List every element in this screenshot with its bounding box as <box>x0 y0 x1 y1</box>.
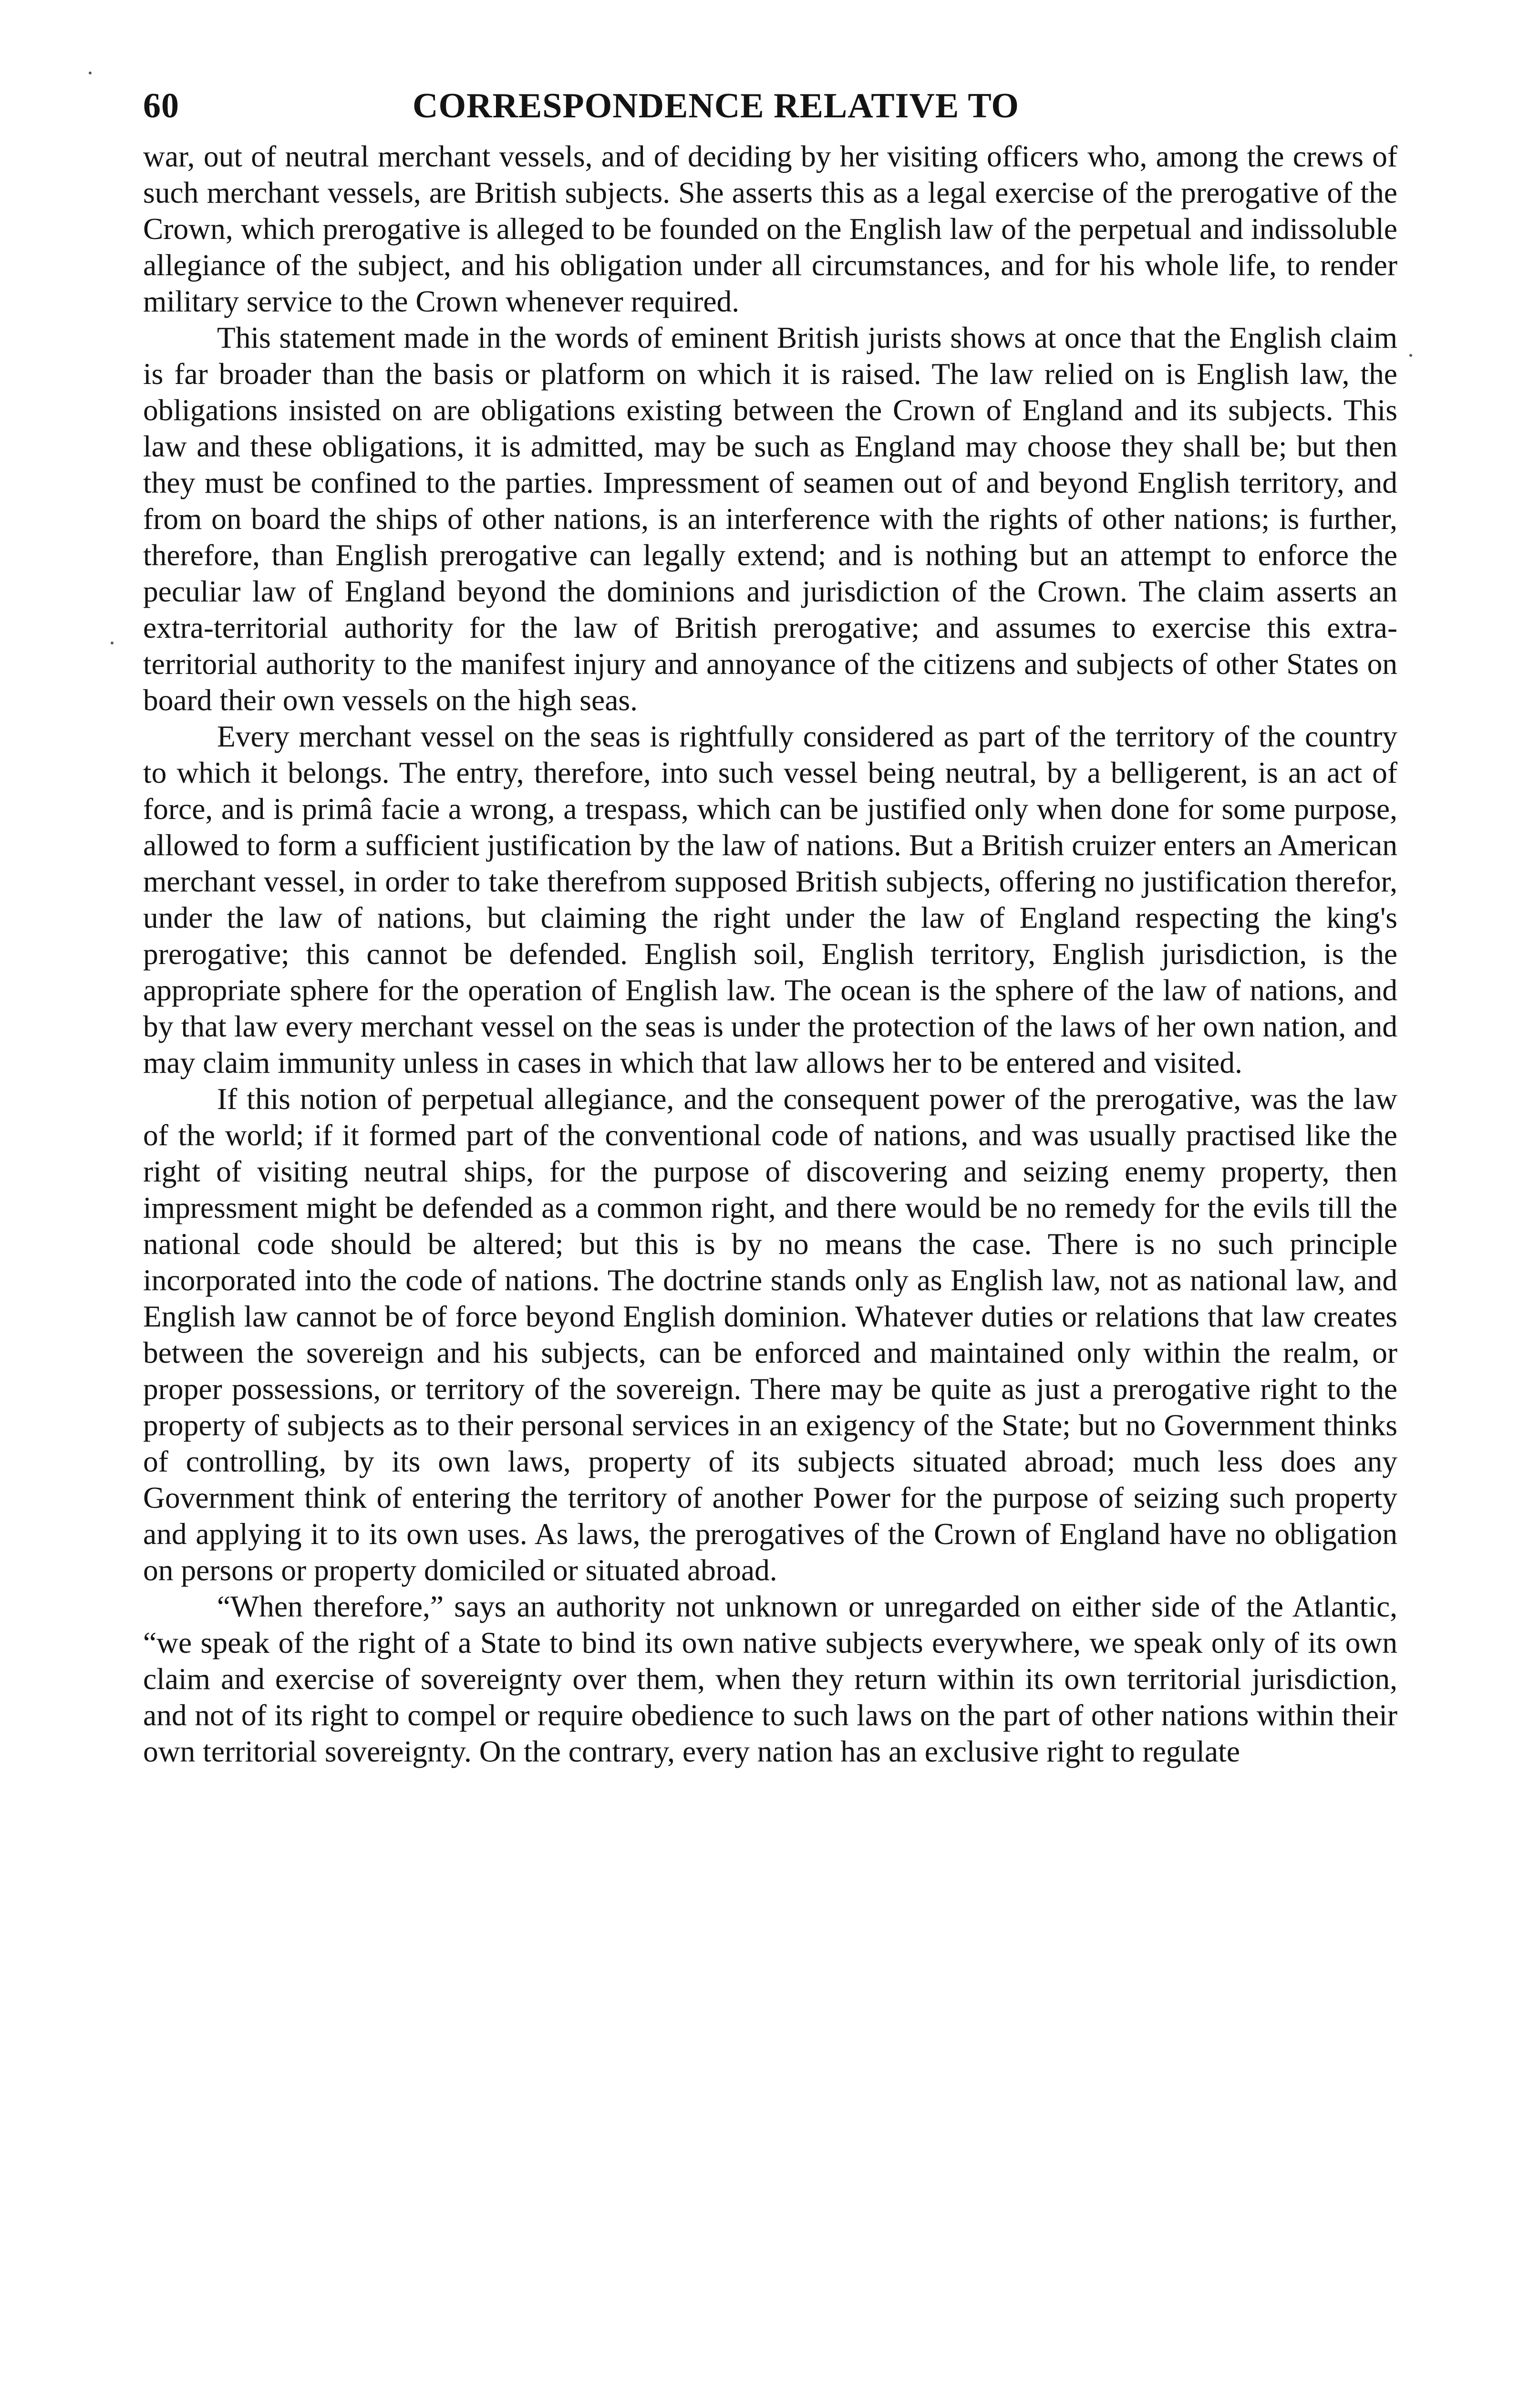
paragraph: If this notion of perpetual allegiance, and the consequent power of the prerogative, was the law of the world; if it formed part of the conventional code of nations, and was usually practised like the right of visiting neutral ships, for the purpose of discovering and seizing enemy property, then impressment might be defended as a common right, and there would be no remedy for the evils till the national code should be altered; but this is by no means the case. There is no such principle incorporated into the code of nations. The doctrine stands only as English law, not as national law, and English law cannot be of force beyond English dominion. Whatever duties or relations that law creates between the sovereign and his subjects, can be enforced and maintained only within the realm, or proper possessions, or territory of the sovereign. There may be quite as just a prerogative right to the property of subjects as to their personal services in an exigency of the State; but no Government thinks of controlling, by its own laws, property of its subjects situated abroad; much less does any Government think of entering the territory of another Power for the purpose of seizing such property and applying it to its own uses. As laws, the prerogatives of the Crown of England have no obligation on persons or property domiciled or situated abroad. <box>143 1082 1397 1587</box>
paragraph: Every merchant vessel on the seas is rightfully considered as part of the territory of the country to which it belongs. The entry, therefore, into such vessel being neutral, by a belligerent, is an act of force, and is primâ facie a wrong, a trespass, which can be justified only when done for some purpose, allowed to form a sufficient justification by the law of nations. But a British cruizer enters an American merchant vessel, in order to take therefrom supposed British subjects, offering no justification therefor, under the law of nations, but claiming the right under the law of England respecting the king's prerogative; this cannot be defended. English soil, English territory, English jurisdiction, is the appropriate sphere for the operation of English law. The ocean is the sphere of the law of nations, and by that law every merchant vessel on the seas is under the protection of the laws of her own nation, and may claim immunity unless in cases in which that law allows her to be entered and visited. <box>143 719 1397 1079</box>
paragraph: This statement made in the words of eminent British jurists shows at once that the English claim is far broader than the basis or platform on which it is raised. The law relied on is English law, the obligations insisted on are obligations existing between the Crown of England and its subjects. This law and these obligations, it is admitted, may be such as England may choose they shall be; but then they must be confined to the parties. Impressment of seamen out of and beyond English territory, and from on board the ships of other nations, is an interference with the rights of other nations; is further, therefore, than English prerogative can legally extend; and is nothing but an attempt to enforce the peculiar law of England beyond the dominions and jurisdiction of the Crown. The claim asserts an extra-territorial authority for the law of British prerogative; and assumes to exercise this extra-territorial authority to the manifest injury and annoyance of the citizens and subjects of other States on board their own vessels on the high seas. <box>143 321 1397 717</box>
print-speck <box>1409 354 1412 357</box>
running-head <box>143 81 1397 138</box>
document-page <box>143 81 1397 1770</box>
paragraph: “When therefore,” says an authority not unknown or unregarded on either side of the Atlantic, “we speak of the right of a State to bind its own native subjects everywhere, we speak only of its own claim and exercise of sovereignty over them, when they return within its own territorial jurisdiction, and not of its right to compel or require obedience to such laws on the part of other nations within their own territorial sovereignty. On the contrary, every nation has an exclusive right to regulate <box>143 1589 1397 1768</box>
body-text <box>143 138 1397 1770</box>
page-number: 60 <box>143 86 179 125</box>
print-speck <box>89 72 92 74</box>
paragraph-continued: war, out of neutral merchant vessels, and of deciding by her visiting officers who, among the crews of such merchant vessels, are British subjects. She asserts this as a legal exercise of the prerogative of the Crown, which prerogative is alleged to be founded on the English law of the perpetual and indissoluble allegiance of the subject, and his obligation under all circumstances, and for his whole life, to render military service to the Crown whenever required. <box>143 139 1397 318</box>
running-title: CORRESPONDENCE RELATIVE TO <box>413 86 1019 125</box>
print-speck <box>111 642 114 644</box>
